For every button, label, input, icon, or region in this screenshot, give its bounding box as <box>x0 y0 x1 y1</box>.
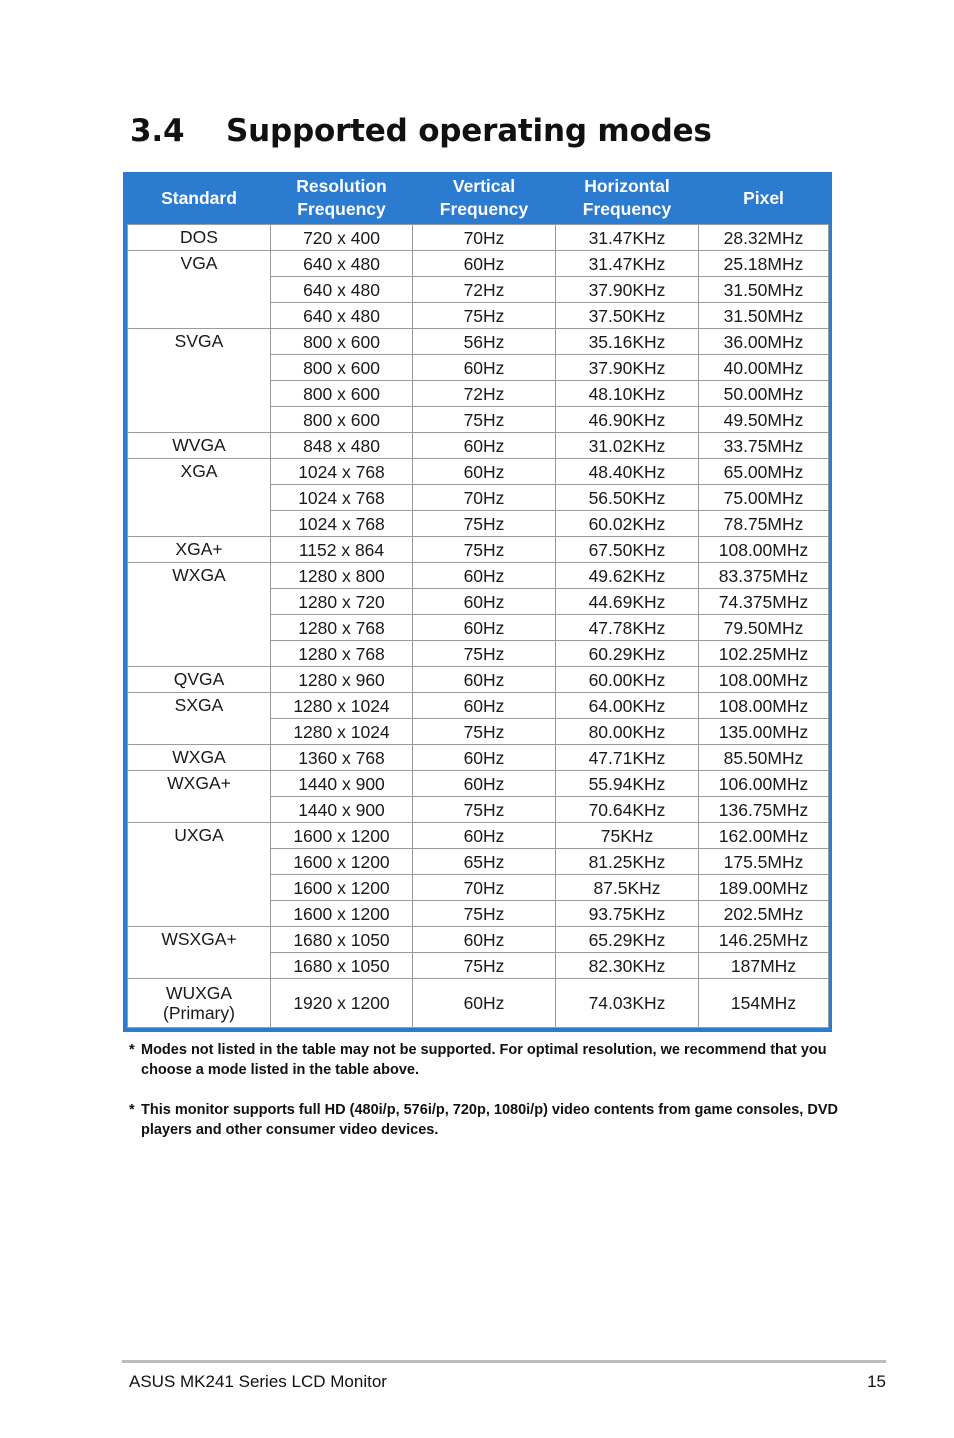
note-marker: * <box>129 1102 135 1118</box>
note-text: Modes not listed in the table may not be supported. For optimal resolution, we recommend that you choose a mode listed in the table above. <box>141 1042 827 1078</box>
cell-pixel: 65.00MHz <box>699 459 829 485</box>
note <box>129 1040 849 1080</box>
cell-horizontal-frequency: 65.29KHz <box>556 927 699 953</box>
table-row <box>128 329 829 355</box>
cell-resolution: 1440 x 900 <box>271 771 413 797</box>
cell-resolution: 1920 x 1200 <box>271 979 413 1028</box>
table-body <box>128 225 829 1028</box>
cell-horizontal-frequency: 31.02KHz <box>556 433 699 459</box>
cell-standard <box>128 459 271 537</box>
cell-vertical-frequency: 70Hz <box>413 225 556 251</box>
standard-label: UXGA <box>174 825 224 845</box>
standard-label: WUXGA <box>165 983 233 1003</box>
cell-vertical-frequency: 72Hz <box>413 381 556 407</box>
cell-resolution: 1280 x 720 <box>271 589 413 615</box>
cell-horizontal-frequency: 37.90KHz <box>556 277 699 303</box>
table-row <box>128 225 829 251</box>
cell-resolution: 1680 x 1050 <box>271 927 413 953</box>
table-row <box>128 771 829 797</box>
cell-vertical-frequency: 75Hz <box>413 537 556 563</box>
standard-label: VGA <box>180 253 218 273</box>
cell-resolution: 720 x 400 <box>271 225 413 251</box>
footer-title: ASUS MK241 Series LCD Monitor <box>129 1372 387 1391</box>
header-row <box>128 172 829 225</box>
cell-vertical-frequency: 75Hz <box>413 641 556 667</box>
notes <box>129 1040 849 1160</box>
table-row <box>128 563 829 589</box>
cell-standard <box>128 693 271 745</box>
cell-pixel: 108.00MHz <box>699 667 829 693</box>
cell-horizontal-frequency: 80.00KHz <box>556 719 699 745</box>
cell-horizontal-frequency: 64.00KHz <box>556 693 699 719</box>
cell-resolution: 640 x 480 <box>271 303 413 329</box>
cell-pixel: 25.18MHz <box>699 251 829 277</box>
cell-resolution: 800 x 600 <box>271 329 413 355</box>
section-title <box>130 113 712 149</box>
cell-vertical-frequency: 60Hz <box>413 563 556 589</box>
cell-horizontal-frequency: 31.47KHz <box>556 225 699 251</box>
table-row <box>128 459 829 485</box>
cell-horizontal-frequency: 56.50KHz <box>556 485 699 511</box>
cell-vertical-frequency: 60Hz <box>413 459 556 485</box>
cell-horizontal-frequency: 48.10KHz <box>556 381 699 407</box>
cell-horizontal-frequency: 75KHz <box>556 823 699 849</box>
cell-horizontal-frequency: 74.03KHz <box>556 979 699 1028</box>
cell-pixel: 75.00MHz <box>699 485 829 511</box>
section-title-text: Supported operating modes <box>226 113 712 149</box>
cell-resolution: 640 x 480 <box>271 277 413 303</box>
cell-pixel: 189.00MHz <box>699 875 829 901</box>
cell-standard <box>128 745 271 771</box>
cell-vertical-frequency: 56Hz <box>413 329 556 355</box>
cell-pixel: 78.75MHz <box>699 511 829 537</box>
cell-vertical-frequency: 72Hz <box>413 277 556 303</box>
standard-label: WXGA <box>172 565 226 585</box>
cell-vertical-frequency: 75Hz <box>413 797 556 823</box>
cell-standard <box>128 563 271 667</box>
cell-pixel: 136.75MHz <box>699 797 829 823</box>
standard-label: DOS <box>180 227 218 247</box>
cell-pixel: 36.00MHz <box>699 329 829 355</box>
cell-horizontal-frequency: 70.64KHz <box>556 797 699 823</box>
header-vertical-frequency: Vertical Frequency <box>413 172 556 225</box>
cell-resolution: 800 x 600 <box>271 381 413 407</box>
table-row <box>128 251 829 277</box>
cell-pixel: 79.50MHz <box>699 615 829 641</box>
standard-label: QVGA <box>173 669 225 689</box>
cell-horizontal-frequency: 60.00KHz <box>556 667 699 693</box>
cell-standard <box>128 927 271 979</box>
cell-standard <box>128 823 271 927</box>
operating-modes-table <box>127 172 829 1028</box>
cell-standard <box>128 225 271 251</box>
note-marker: * <box>129 1042 135 1058</box>
cell-horizontal-frequency: 60.29KHz <box>556 641 699 667</box>
cell-horizontal-frequency: 37.50KHz <box>556 303 699 329</box>
cell-vertical-frequency: 60Hz <box>413 771 556 797</box>
cell-horizontal-frequency: 60.02KHz <box>556 511 699 537</box>
cell-pixel: 106.00MHz <box>699 771 829 797</box>
cell-resolution: 1280 x 1024 <box>271 693 413 719</box>
cell-horizontal-frequency: 47.78KHz <box>556 615 699 641</box>
cell-vertical-frequency: 60Hz <box>413 251 556 277</box>
cell-vertical-frequency: 75Hz <box>413 719 556 745</box>
cell-resolution: 1024 x 768 <box>271 511 413 537</box>
cell-pixel: 102.25MHz <box>699 641 829 667</box>
cell-vertical-frequency: 60Hz <box>413 615 556 641</box>
cell-vertical-frequency: 65Hz <box>413 849 556 875</box>
cell-resolution: 1680 x 1050 <box>271 953 413 979</box>
cell-resolution: 640 x 480 <box>271 251 413 277</box>
cell-pixel: 28.32MHz <box>699 225 829 251</box>
cell-resolution: 1280 x 960 <box>271 667 413 693</box>
header-pixel: Pixel <box>699 172 829 225</box>
cell-standard <box>128 329 271 433</box>
note-text: This monitor supports full HD (480i/p, 576i/p, 720p, 1080i/p) video contents from game consoles, DVD players and other consumer video devices. <box>141 1102 838 1138</box>
table-row <box>128 667 829 693</box>
cell-pixel: 175.5MHz <box>699 849 829 875</box>
cell-resolution: 848 x 480 <box>271 433 413 459</box>
cell-vertical-frequency: 75Hz <box>413 303 556 329</box>
cell-horizontal-frequency: 81.25KHz <box>556 849 699 875</box>
cell-standard <box>128 251 271 329</box>
cell-vertical-frequency: 60Hz <box>413 745 556 771</box>
cell-horizontal-frequency: 31.47KHz <box>556 251 699 277</box>
cell-resolution: 1600 x 1200 <box>271 875 413 901</box>
header-resolution-frequency: Resolution Frequency <box>271 172 413 225</box>
cell-pixel: 108.00MHz <box>699 693 829 719</box>
cell-horizontal-frequency: 67.50KHz <box>556 537 699 563</box>
cell-standard <box>128 979 271 1028</box>
cell-resolution: 1440 x 900 <box>271 797 413 823</box>
operating-modes-table-frame <box>123 172 832 1032</box>
cell-pixel: 49.50MHz <box>699 407 829 433</box>
standard-label: XGA <box>180 461 218 481</box>
cell-horizontal-frequency: 55.94KHz <box>556 771 699 797</box>
cell-resolution: 1024 x 768 <box>271 485 413 511</box>
cell-vertical-frequency: 75Hz <box>413 511 556 537</box>
cell-horizontal-frequency: 37.90KHz <box>556 355 699 381</box>
cell-resolution: 1280 x 768 <box>271 615 413 641</box>
cell-vertical-frequency: 75Hz <box>413 407 556 433</box>
cell-pixel: 50.00MHz <box>699 381 829 407</box>
cell-pixel: 154MHz <box>699 979 829 1028</box>
cell-resolution: 800 x 600 <box>271 355 413 381</box>
cell-horizontal-frequency: 93.75KHz <box>556 901 699 927</box>
standard-label: SXGA <box>174 695 224 715</box>
cell-resolution: 1600 x 1200 <box>271 823 413 849</box>
cell-resolution: 1360 x 768 <box>271 745 413 771</box>
table-row <box>128 537 829 563</box>
footer-divider <box>122 1360 886 1363</box>
section-number: 3.4 <box>130 113 185 149</box>
cell-vertical-frequency: 60Hz <box>413 693 556 719</box>
cell-horizontal-frequency: 49.62KHz <box>556 563 699 589</box>
standard-sublabel: (Primary) <box>163 1003 235 1023</box>
cell-pixel: 146.25MHz <box>699 927 829 953</box>
cell-pixel: 31.50MHz <box>699 303 829 329</box>
cell-resolution: 1280 x 768 <box>271 641 413 667</box>
cell-pixel: 162.00MHz <box>699 823 829 849</box>
cell-horizontal-frequency: 87.5KHz <box>556 875 699 901</box>
cell-resolution: 1600 x 1200 <box>271 849 413 875</box>
cell-horizontal-frequency: 44.69KHz <box>556 589 699 615</box>
cell-pixel: 74.375MHz <box>699 589 829 615</box>
cell-resolution: 1280 x 800 <box>271 563 413 589</box>
cell-vertical-frequency: 70Hz <box>413 485 556 511</box>
cell-vertical-frequency: 60Hz <box>413 927 556 953</box>
cell-vertical-frequency: 60Hz <box>413 823 556 849</box>
cell-pixel: 83.375MHz <box>699 563 829 589</box>
cell-resolution: 800 x 600 <box>271 407 413 433</box>
standard-label: XGA+ <box>175 539 223 559</box>
cell-standard <box>128 667 271 693</box>
cell-horizontal-frequency: 46.90KHz <box>556 407 699 433</box>
cell-horizontal-frequency: 82.30KHz <box>556 953 699 979</box>
standard-label: WSXGA+ <box>161 929 237 949</box>
cell-vertical-frequency: 75Hz <box>413 901 556 927</box>
cell-standard <box>128 771 271 823</box>
standard-label: SVGA <box>174 331 224 351</box>
table-row <box>128 823 829 849</box>
table-row <box>128 433 829 459</box>
header-standard: Standard <box>128 172 271 225</box>
table-row <box>128 693 829 719</box>
cell-pixel: 135.00MHz <box>699 719 829 745</box>
table-header <box>128 172 829 225</box>
cell-pixel: 187MHz <box>699 953 829 979</box>
cell-pixel: 85.50MHz <box>699 745 829 771</box>
cell-resolution: 1280 x 1024 <box>271 719 413 745</box>
cell-resolution: 1152 x 864 <box>271 537 413 563</box>
cell-standard <box>128 433 271 459</box>
cell-vertical-frequency: 60Hz <box>413 667 556 693</box>
cell-pixel: 108.00MHz <box>699 537 829 563</box>
cell-vertical-frequency: 60Hz <box>413 979 556 1028</box>
cell-standard <box>128 537 271 563</box>
cell-resolution: 1600 x 1200 <box>271 901 413 927</box>
table-row <box>128 979 829 1028</box>
note <box>129 1100 849 1140</box>
cell-pixel: 202.5MHz <box>699 901 829 927</box>
cell-horizontal-frequency: 35.16KHz <box>556 329 699 355</box>
cell-horizontal-frequency: 47.71KHz <box>556 745 699 771</box>
cell-horizontal-frequency: 48.40KHz <box>556 459 699 485</box>
cell-vertical-frequency: 70Hz <box>413 875 556 901</box>
cell-pixel: 33.75MHz <box>699 433 829 459</box>
table-row <box>128 927 829 953</box>
page-number: 15 <box>867 1372 886 1391</box>
standard-label: WXGA <box>172 747 226 767</box>
table-row <box>128 745 829 771</box>
header-horizontal-frequency: Horizontal Frequency <box>556 172 699 225</box>
cell-pixel: 31.50MHz <box>699 277 829 303</box>
standard-label: WXGA+ <box>167 773 231 793</box>
cell-pixel: 40.00MHz <box>699 355 829 381</box>
cell-vertical-frequency: 75Hz <box>413 953 556 979</box>
cell-vertical-frequency: 60Hz <box>413 355 556 381</box>
cell-vertical-frequency: 60Hz <box>413 433 556 459</box>
cell-vertical-frequency: 60Hz <box>413 589 556 615</box>
cell-resolution: 1024 x 768 <box>271 459 413 485</box>
standard-label: WVGA <box>172 435 226 455</box>
